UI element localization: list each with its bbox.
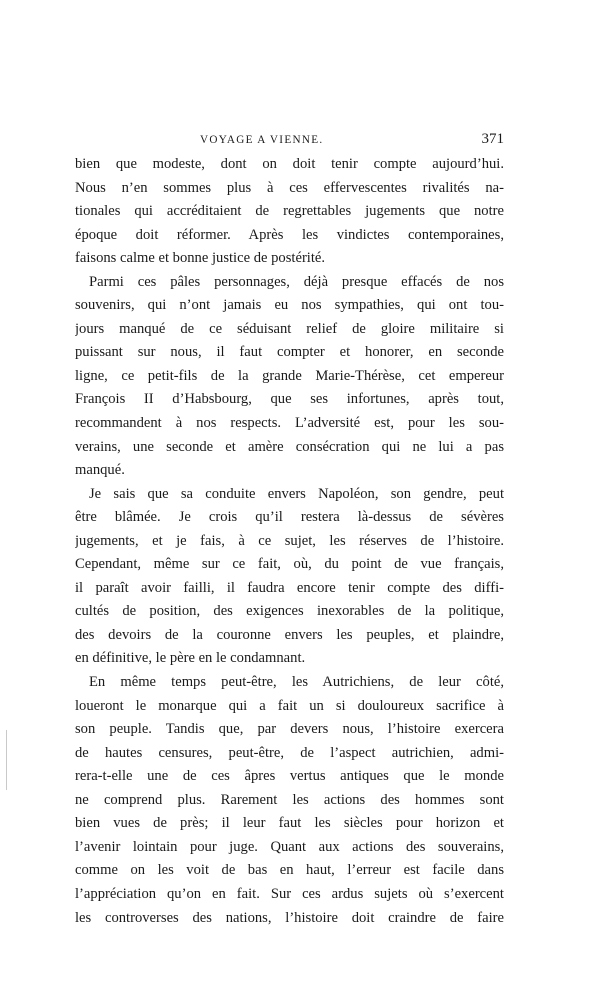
text-line: Nous n’en sommes plus à ces effervescentes rivalités na- (75, 179, 504, 196)
text-line: souvenirs, qui n’ont jamais eu nos sympathies, qui ont tou- (75, 297, 504, 314)
text-line: ne comprend plus. Rarement les actions des hommes sont (75, 791, 504, 808)
text-line: jours manqué de ce séduisant relief de gloire militaire si (75, 320, 504, 337)
scan-margin-line (6, 730, 7, 790)
running-head (74, 131, 504, 154)
text-line: rera-t-elle une de ces âpres vertus antiques que le monde (75, 768, 504, 785)
text-line: être blâmée. Je crois qu’il restera là-dessus de sévères (75, 509, 504, 526)
page-number: 371 (481, 131, 504, 147)
text-line: comme on les voit de bas en haut, l’erreur est facile dans (75, 862, 504, 879)
text-line: il paraît avoir failli, il faudra encore tenir compte des diffi- (75, 579, 504, 596)
text-line: François II d’Habsbourg, que ses infortunes, après tout, (75, 391, 504, 408)
text-line: les controverses des nations, l’histoire doit craindre de faire (75, 909, 504, 926)
text-line: de hautes censures, peut-être, de l’aspect autrichien, admi- (75, 744, 504, 761)
text-line: faisons calme et bonne justice de postérité. (75, 250, 326, 267)
text-line: tionales qui accréditaient de regrettables jugements que notre (75, 203, 504, 220)
text-line: cultés de position, des exigences inexorables de la politique, (75, 603, 504, 620)
text-line: bien vues de près; il leur faut les siècles pour horizon et (75, 815, 504, 832)
text-line: époque doit réformer. Après les vindictes contemporaines, (75, 226, 504, 243)
text-line: puissant sur nous, il faut compter et honorer, en seconde (75, 344, 504, 361)
text-line: bien que modeste, dont on doit tenir compte aujourd’hui. (75, 156, 504, 172)
text-line: ligne, ce petit-fils de la grande Marie-Thérèse, cet empereur (75, 367, 504, 384)
text-line: son peuple. Tandis que, par devers nous, l’histoire exercera (75, 721, 504, 738)
text-line: jugements, et je fais, à ce sujet, les réserves de l’histoire. (75, 532, 504, 549)
text-line: En même temps peut-être, les Autrichiens, de leur côté, (89, 674, 504, 691)
running-title: VOYAGE A VIENNE. (200, 134, 324, 146)
text-line: verains, une seconde et amère consécration qui ne lui a pas (75, 438, 504, 455)
text-line: Parmi ces pâles personnages, déjà presque effacés de nos (89, 273, 504, 290)
text-line: manqué. (75, 462, 125, 479)
text-line: l’appréciation qu’on en fait. Sur ces ardus sujets où s’exercent (75, 885, 504, 902)
text-line: recommandent à nos respects. L’adversité est, pour les sou- (75, 415, 504, 432)
text-line: en définitive, le père en le condamnant. (75, 650, 306, 667)
text-line: l’avenir lointain pour juge. Quant aux actions des souverains, (75, 838, 504, 855)
body-text (75, 153, 504, 930)
text-line: loueront le monarque qui a fait un si douloureux sacrifice à (75, 697, 504, 714)
text-line: Je sais que sa conduite envers Napoléon, son gendre, peut (89, 485, 504, 502)
text-line: des devoirs de la couronne envers les peuples, et plaindre, (75, 626, 504, 643)
text-line: Cependant, même sur ce fait, où, du point de vue français, (75, 556, 504, 573)
